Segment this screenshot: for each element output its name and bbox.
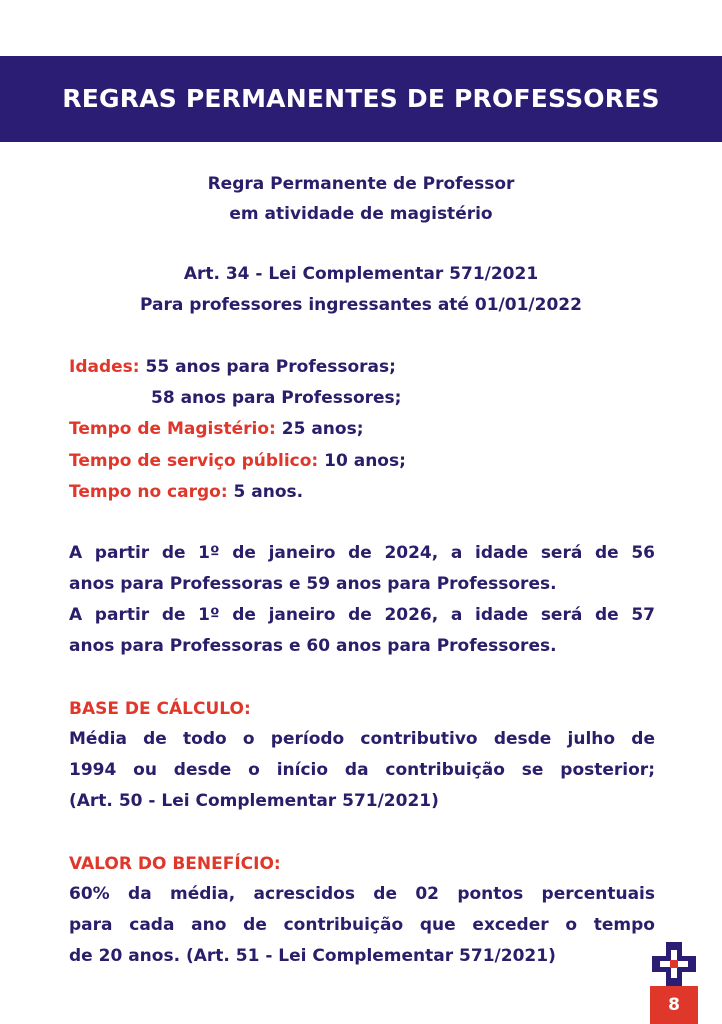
servico-publico-label: Tempo de serviço público: xyxy=(69,451,319,471)
page-title: REGRAS PERMANENTES DE PROFESSORES xyxy=(62,84,660,113)
idades-label: Idades: xyxy=(69,357,140,377)
idades-value-professoras: 55 anos para Professoras; xyxy=(139,357,396,377)
transition-2026-line-1: A partir de 1º de janeiro de 2026, a idade será de 57 xyxy=(69,605,655,625)
transition-2024-line-1: A partir de 1º de janeiro de 2024, a idade será de 56 xyxy=(69,543,655,563)
idades-row xyxy=(69,351,396,383)
subtitle-line-1: Regra Permanente de Professor xyxy=(207,174,515,194)
magisterio-value: 25 anos; xyxy=(275,419,364,439)
subtitle-line-2: em atividade de magistério xyxy=(229,204,493,224)
law-reference: Art. 34 - Lei Complementar 571/2021 xyxy=(183,264,539,284)
idades-value-professores: 58 anos para Professores; xyxy=(151,388,402,408)
transition-2026-line-2: anos para Professoras e 60 anos para Professores. xyxy=(69,636,557,656)
base-calculo-line-1: Média de todo o período contributivo desde julho de xyxy=(69,729,655,749)
magisterio-row xyxy=(69,413,364,445)
magisterio-label: Tempo de Magistério: xyxy=(69,419,276,439)
cargo-value: 5 anos. xyxy=(227,482,304,502)
valor-beneficio-line-2: para cada ano de contribuição que exceder o tempo xyxy=(69,915,655,935)
base-calculo-heading: BASE DE CÁLCULO: xyxy=(69,699,251,719)
cross-logo-icon xyxy=(650,940,698,988)
servico-publico-row xyxy=(69,445,406,477)
valor-beneficio-line-3: de 20 anos. (Art. 51 - Lei Complementar 571/2021) xyxy=(69,946,556,966)
page-number: 8 xyxy=(668,995,680,1015)
valor-beneficio-line-1: 60% da média, acrescidos de 02 pontos percentuais xyxy=(69,884,655,904)
servico-publico-value: 10 anos; xyxy=(318,451,406,471)
cargo-row xyxy=(69,476,303,508)
base-calculo-line-3: (Art. 50 - Lei Complementar 571/2021) xyxy=(69,791,439,811)
transition-2024-line-2: anos para Professoras e 59 anos para Professores. xyxy=(69,574,557,594)
cargo-label: Tempo no cargo: xyxy=(69,482,228,502)
eligibility-note: Para professores ingressantes até 01/01/2022 xyxy=(140,295,582,315)
base-calculo-line-2: 1994 ou desde o início da contribuição se posterior; xyxy=(69,760,655,780)
valor-beneficio-heading: VALOR DO BENEFÍCIO: xyxy=(69,854,281,874)
